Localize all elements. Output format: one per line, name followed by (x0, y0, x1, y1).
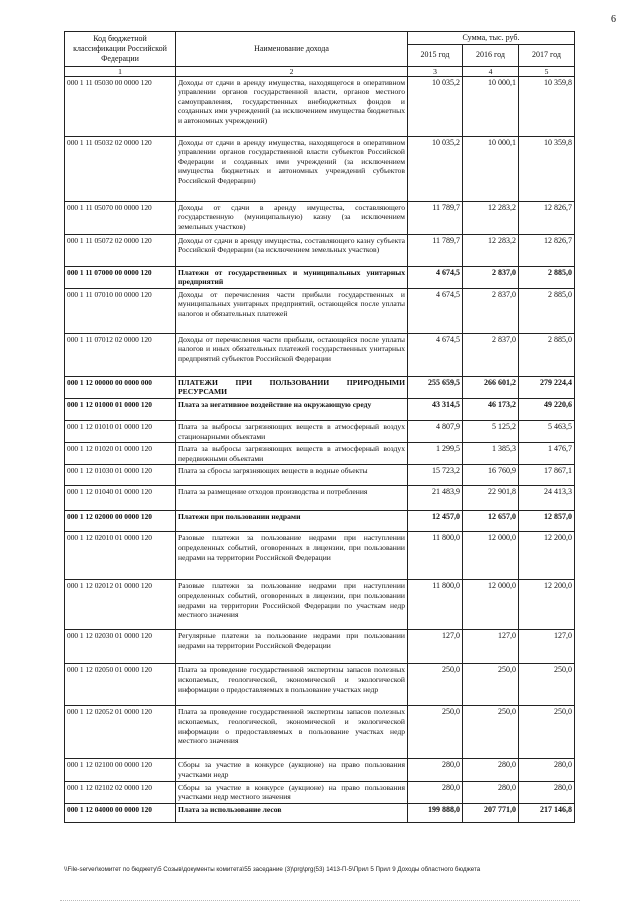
row-value-2016: 250,0 (463, 664, 519, 706)
column-index: 1 (65, 66, 176, 76)
row-code: 000 1 12 01020 01 0000 120 (65, 443, 176, 465)
row-name: Плата за размещение отходов производства и потребления (176, 486, 408, 511)
row-code: 000 1 12 02102 02 0000 120 (65, 781, 176, 803)
row-value-2017: 2 885,0 (519, 288, 575, 333)
code-column-header: Код бюджетной классификации Российской Федерации (65, 32, 176, 67)
row-code: 000 1 12 02030 01 0000 120 (65, 630, 176, 664)
row-value-2017: 127,0 (519, 630, 575, 664)
row-code: 000 1 12 00000 00 0000 000 (65, 376, 176, 398)
table-row (65, 420, 575, 442)
table-row (65, 333, 575, 376)
table-row (65, 486, 575, 511)
row-name: Плата за сбросы загрязняющих веществ в водные объекты (176, 465, 408, 486)
row-code: 000 1 12 02000 00 0000 120 (65, 511, 176, 532)
table-row (65, 398, 575, 420)
row-value-2015: 280,0 (408, 759, 463, 781)
column-index: 5 (519, 66, 575, 76)
row-value-2017: 24 413,3 (519, 486, 575, 511)
row-value-2015: 255 659,5 (408, 376, 463, 398)
row-name: Доходы от перечисления части прибыли государственных и муниципальных унитарных предприятий, остающейся после уплаты налогов и обязательных платежей (176, 288, 408, 333)
row-value-2015: 280,0 (408, 781, 463, 803)
row-name: Платежи при пользовании недрами (176, 511, 408, 532)
table-row (65, 781, 575, 803)
table-row (65, 511, 575, 532)
table-row (65, 266, 575, 288)
row-value-2015: 127,0 (408, 630, 463, 664)
row-name: ПЛАТЕЖИ ПРИ ПОЛЬЗОВАНИИ ПРИРОДНЫМИ РЕСУРСАМИ (176, 376, 408, 398)
row-name: Доходы от сдачи в аренду имущества, находящегося в оперативном управлении органов государственной власти, органов местного самоуправления, государственных внебюджетных фондов и созданных ими учреждений (за исключением имущества бюджетных и автономных учреждений) (176, 76, 408, 136)
row-code: 000 1 12 02010 01 0000 120 (65, 532, 176, 580)
row-value-2015: 4 674,5 (408, 288, 463, 333)
row-name: Платежи от государственных и муниципальных унитарных предприятий (176, 266, 408, 288)
row-code: 000 1 11 05030 00 0000 120 (65, 76, 176, 136)
row-value-2015: 4 807,9 (408, 420, 463, 442)
row-code: 000 1 11 05072 02 0000 120 (65, 234, 176, 266)
row-code: 000 1 12 01030 01 0000 120 (65, 465, 176, 486)
year-2016-header: 2016 год (463, 44, 519, 66)
row-value-2017: 12 200,0 (519, 580, 575, 630)
row-value-2016: 12 283,2 (463, 234, 519, 266)
table-row (65, 803, 575, 822)
table-row (65, 630, 575, 664)
row-value-2017: 250,0 (519, 706, 575, 759)
row-value-2016: 1 385,3 (463, 443, 519, 465)
page-number: 6 (611, 14, 616, 25)
row-value-2017: 17 867,1 (519, 465, 575, 486)
row-code: 000 1 12 01010 01 0000 120 (65, 420, 176, 442)
row-value-2016: 10 000,1 (463, 136, 519, 201)
row-name: Сборы за участие в конкурсе (аукционе) на право пользования участками недр (176, 759, 408, 781)
row-value-2015: 11 789,7 (408, 201, 463, 234)
row-value-2015: 11 789,7 (408, 234, 463, 266)
row-value-2017: 280,0 (519, 759, 575, 781)
row-value-2015: 4 674,5 (408, 266, 463, 288)
column-index: 3 (408, 66, 463, 76)
row-name: Плата за проведение государственной экспертизы запасов полезных ископаемых, геологической, экономической и экологической информации о предоставляемых в пользование участках недр (176, 664, 408, 706)
row-value-2015: 12 457,0 (408, 511, 463, 532)
row-value-2016: 280,0 (463, 759, 519, 781)
row-value-2017: 279 224,4 (519, 376, 575, 398)
table-row (65, 580, 575, 630)
row-name: Сборы за участие в конкурсе (аукционе) на право пользования участками недр местного значения (176, 781, 408, 803)
row-value-2017: 12 826,7 (519, 201, 575, 234)
table-row (65, 288, 575, 333)
row-value-2017: 10 359,8 (519, 76, 575, 136)
page-edge-divider (60, 900, 580, 902)
row-value-2015: 11 800,0 (408, 580, 463, 630)
row-value-2015: 250,0 (408, 706, 463, 759)
year-2015-header: 2015 год (408, 44, 463, 66)
year-2017-header: 2017 год (519, 44, 575, 66)
row-name: Плата за негативное воздействие на окружающую среду (176, 398, 408, 420)
row-code: 000 1 12 01040 01 0000 120 (65, 486, 176, 511)
row-name: Разовые платежи за пользование недрами при наступлении определенных событий, оговоренных в лицензии, при пользовании недрами на территории Российской Федерации (176, 532, 408, 580)
row-value-2017: 2 885,0 (519, 266, 575, 288)
row-name: Доходы от сдачи в аренду имущества, составляющего казну субъекта Российской Федерации (за исключением земельных участков) (176, 234, 408, 266)
row-name: Плата за проведение государственной экспертизы запасов полезных ископаемых, геологической, экономической и экологической информации о предоставляемых в пользование участках недр местного значения (176, 706, 408, 759)
row-value-2016: 207 771,0 (463, 803, 519, 822)
column-index: 2 (176, 66, 408, 76)
row-value-2017: 280,0 (519, 781, 575, 803)
row-code: 000 1 11 05032 02 0000 120 (65, 136, 176, 201)
row-value-2017: 12 826,7 (519, 234, 575, 266)
row-code: 000 1 12 01000 01 0000 120 (65, 398, 176, 420)
row-code: 000 1 12 04000 00 0000 120 (65, 803, 176, 822)
table-row (65, 664, 575, 706)
column-index-row (65, 66, 575, 76)
row-value-2015: 250,0 (408, 664, 463, 706)
row-name: Плата за выбросы загрязняющих веществ в атмосферный воздух передвижными объектами (176, 443, 408, 465)
table-row (65, 234, 575, 266)
row-name: Плата за использование лесов (176, 803, 408, 822)
row-code: 000 1 11 07012 02 0000 120 (65, 333, 176, 376)
table-row (65, 376, 575, 398)
row-value-2015: 1 299,5 (408, 443, 463, 465)
row-value-2016: 46 173,2 (463, 398, 519, 420)
table-row (65, 136, 575, 201)
row-value-2015: 10 035,2 (408, 136, 463, 201)
row-value-2016: 12 000,0 (463, 580, 519, 630)
row-value-2016: 2 837,0 (463, 266, 519, 288)
row-value-2015: 11 800,0 (408, 532, 463, 580)
column-index: 4 (463, 66, 519, 76)
row-code: 000 1 11 07010 00 0000 120 (65, 288, 176, 333)
row-value-2016: 2 837,0 (463, 288, 519, 333)
row-value-2017: 250,0 (519, 664, 575, 706)
row-value-2016: 12 657,0 (463, 511, 519, 532)
row-code: 000 1 11 07000 00 0000 120 (65, 266, 176, 288)
row-value-2017: 49 220,6 (519, 398, 575, 420)
row-name: Доходы от перечисления части прибыли, остающейся после уплаты налогов и иных обязательных платежей государственных унитарных предприятий субъектов Российской Федерации (176, 333, 408, 376)
row-value-2016: 2 837,0 (463, 333, 519, 376)
table-row (65, 706, 575, 759)
row-value-2017: 12 857,0 (519, 511, 575, 532)
row-name: Доходы от сдачи в аренду имущества, находящегося в оперативном управлении органов государственной власти субъектов Российской Федерации и созданных ими учреждений (за исключением имущества бюджетных и автономных учреждений субъектов Российской Федерации) (176, 136, 408, 201)
row-value-2017: 2 885,0 (519, 333, 575, 376)
row-name: Разовые платежи за пользование недрами при наступлении определенных событий, оговоренных в лицензии, при пользовании недрами на территории Российской Федерации по участкам недр местного значения (176, 580, 408, 630)
amount-column-header: Сумма, тыс. руб. (408, 32, 575, 45)
row-value-2015: 4 674,5 (408, 333, 463, 376)
row-name: Доходы от сдачи в аренду имущества, составляющего государственную (муниципальную) казну (за исключением земельных участков) (176, 201, 408, 234)
row-value-2017: 10 359,8 (519, 136, 575, 201)
table-row (65, 759, 575, 781)
table-row (65, 201, 575, 234)
row-value-2015: 15 723,2 (408, 465, 463, 486)
row-value-2016: 266 601,2 (463, 376, 519, 398)
row-code: 000 1 12 02050 01 0000 120 (65, 664, 176, 706)
row-code: 000 1 12 02052 01 0000 120 (65, 706, 176, 759)
row-value-2015: 199 888,0 (408, 803, 463, 822)
row-name: Плата за выбросы загрязняющих веществ в атмосферный воздух стационарными объектами (176, 420, 408, 442)
table-row (65, 532, 575, 580)
row-value-2016: 127,0 (463, 630, 519, 664)
row-value-2016: 12 283,2 (463, 201, 519, 234)
row-value-2017: 5 463,5 (519, 420, 575, 442)
file-path-footer: \\File-server\комитет по бюджету\5 Созыв\документы комитета\55 заседание (3)\prg\prg(53) 1413-П-5\Прил 5 Прил 9 Доходы областного бюджета (64, 866, 481, 873)
row-code: 000 1 12 02012 01 0000 120 (65, 580, 176, 630)
row-value-2016: 280,0 (463, 781, 519, 803)
row-value-2016: 250,0 (463, 706, 519, 759)
table-row (65, 465, 575, 486)
table-row (65, 443, 575, 465)
row-value-2015: 21 483,9 (408, 486, 463, 511)
row-value-2016: 16 760,9 (463, 465, 519, 486)
row-value-2015: 43 314,5 (408, 398, 463, 420)
row-value-2016: 12 000,0 (463, 532, 519, 580)
row-value-2017: 1 476,7 (519, 443, 575, 465)
table-body (65, 76, 575, 822)
name-column-header: Наименование дохода (176, 32, 408, 67)
row-name: Регулярные платежи за пользование недрами при пользовании недрами на территории Российской Федерации (176, 630, 408, 664)
row-value-2016: 22 901,8 (463, 486, 519, 511)
row-value-2017: 217 146,8 (519, 803, 575, 822)
row-value-2016: 10 000,1 (463, 76, 519, 136)
row-value-2015: 10 035,2 (408, 76, 463, 136)
row-code: 000 1 12 02100 00 0000 120 (65, 759, 176, 781)
revenue-table (64, 31, 575, 823)
row-value-2017: 12 200,0 (519, 532, 575, 580)
row-code: 000 1 11 05070 00 0000 120 (65, 201, 176, 234)
table-row (65, 76, 575, 136)
row-value-2016: 5 125,2 (463, 420, 519, 442)
